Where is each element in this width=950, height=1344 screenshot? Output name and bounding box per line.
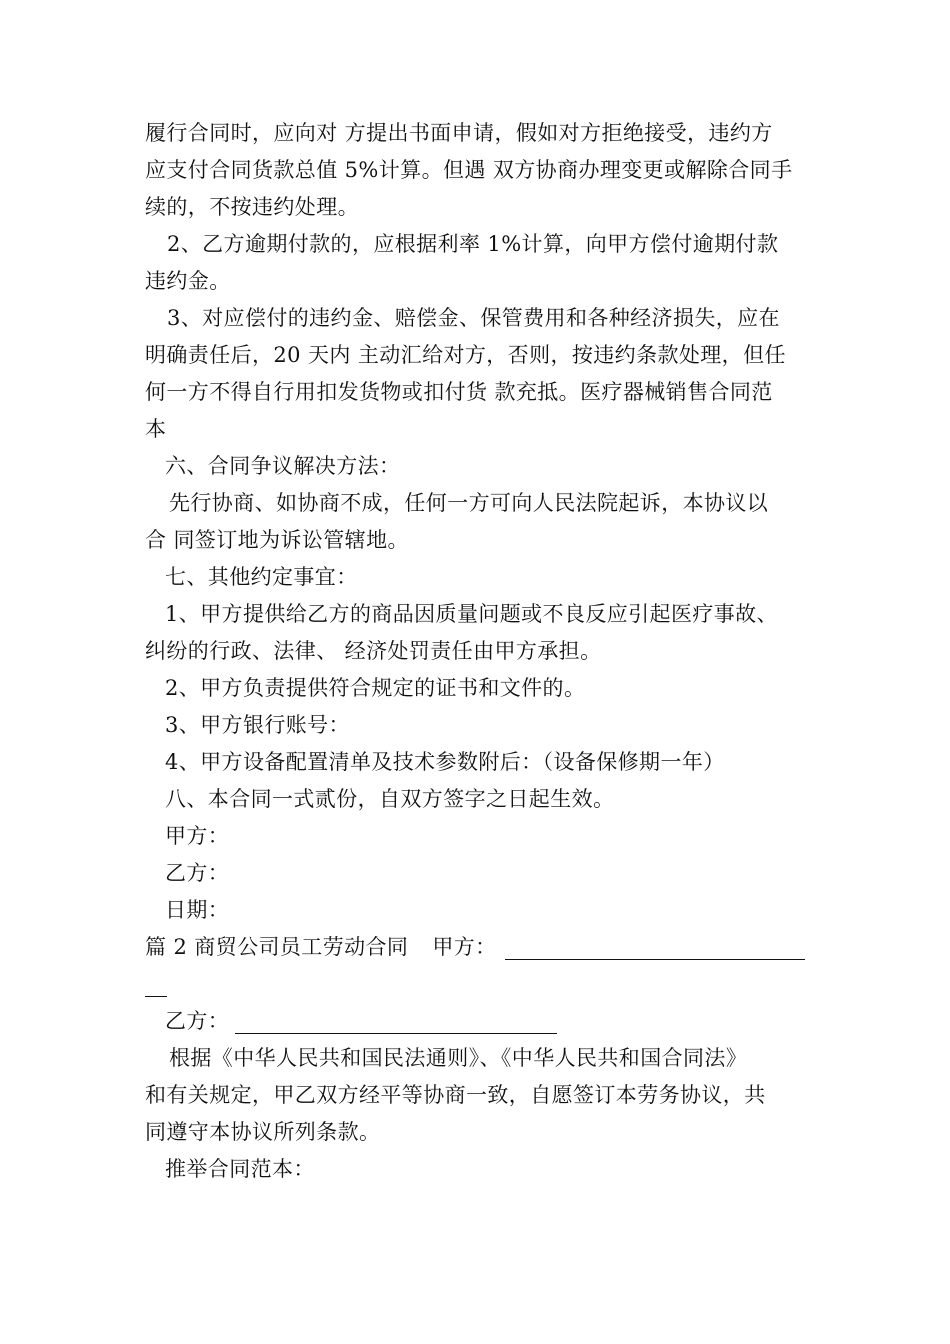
text-line: 违约金。: [145, 269, 231, 293]
text-line: 同遵守本协议所列条款。: [145, 1120, 381, 1144]
text-line: 推举合同范本：: [165, 1157, 315, 1181]
document-body: [145, 115, 810, 1188]
text-line: 履行合同时，应向对 方提出书面申请，假如对方拒绝接受，违约方: [145, 121, 773, 145]
text-line: 本: [145, 417, 167, 441]
signature-date: 日期：: [165, 898, 230, 922]
blank-continuation-line: [145, 966, 810, 1003]
text-line: 先行协商、如协商不成，任何一方可向人民法院起诉，本协议以: [169, 491, 769, 515]
signature-party-b: 乙方：: [165, 861, 230, 885]
text-line: 明确责任后，20 天内 主动汇给对方，否则，按违约条款处理，但任: [145, 343, 786, 367]
party-a-blank: [505, 935, 805, 960]
text-line: 纠纷的行政、法律、 经济处罚责任由甲方承担。: [145, 639, 602, 663]
party-b-blank: [235, 1009, 557, 1034]
text-line: 2、乙方逾期付款的，应根据利率 1%计算，向甲方偿付逾期付款: [167, 232, 779, 256]
section-heading: 七、其他约定事宜：: [165, 565, 358, 589]
text-line: 1、甲方提供给乙方的商品因质量问题或不良反应引起医疗事故、: [165, 602, 778, 626]
section2-title: 篇 2 商贸公司员工劳动合同: [145, 935, 409, 959]
signature-party-a: 甲方：: [165, 824, 230, 848]
party-b-label: 乙方：: [165, 1009, 230, 1033]
section-heading: 六、合同争议解决方法：: [165, 454, 401, 478]
text-line: 应支付合同货款总值 5%计算。但遇 双方协商办理变更或解除合同手: [145, 158, 793, 182]
text-line: 4、甲方设备配置清单及技术参数附后：（设备保修期一年）: [165, 750, 725, 774]
section-heading: 八、本合同一式贰份，自双方签字之日起生效。: [165, 787, 615, 811]
text-line: 3、对应偿付的违约金、赔偿金、保管费用和各种经济损失，应在: [167, 306, 780, 330]
text-line: 3、甲方银行账号：: [165, 713, 350, 737]
text-line: 续的，不按违约处理。: [145, 195, 359, 219]
party-a-blank-continued: [145, 972, 167, 997]
text-line: 根据《中华人民共和国民法通则》、《中华人民共和国合同法》: [169, 1046, 748, 1070]
text-line: 何一方不得自行用扣发货物或扣付货 款充抵。医疗器械销售合同范: [145, 380, 773, 404]
text-line: 和有关规定，甲乙双方经平等协商一致，自愿签订本劳务协议，共: [145, 1083, 766, 1107]
text-line: 合 同签订地为诉讼管辖地。: [145, 528, 409, 552]
section2-title-line: [145, 929, 810, 966]
party-a-label: 甲方：: [432, 935, 497, 959]
party-b-line: [145, 1003, 810, 1040]
text-line: 2、甲方负责提供符合规定的证书和文件的。: [165, 676, 586, 700]
